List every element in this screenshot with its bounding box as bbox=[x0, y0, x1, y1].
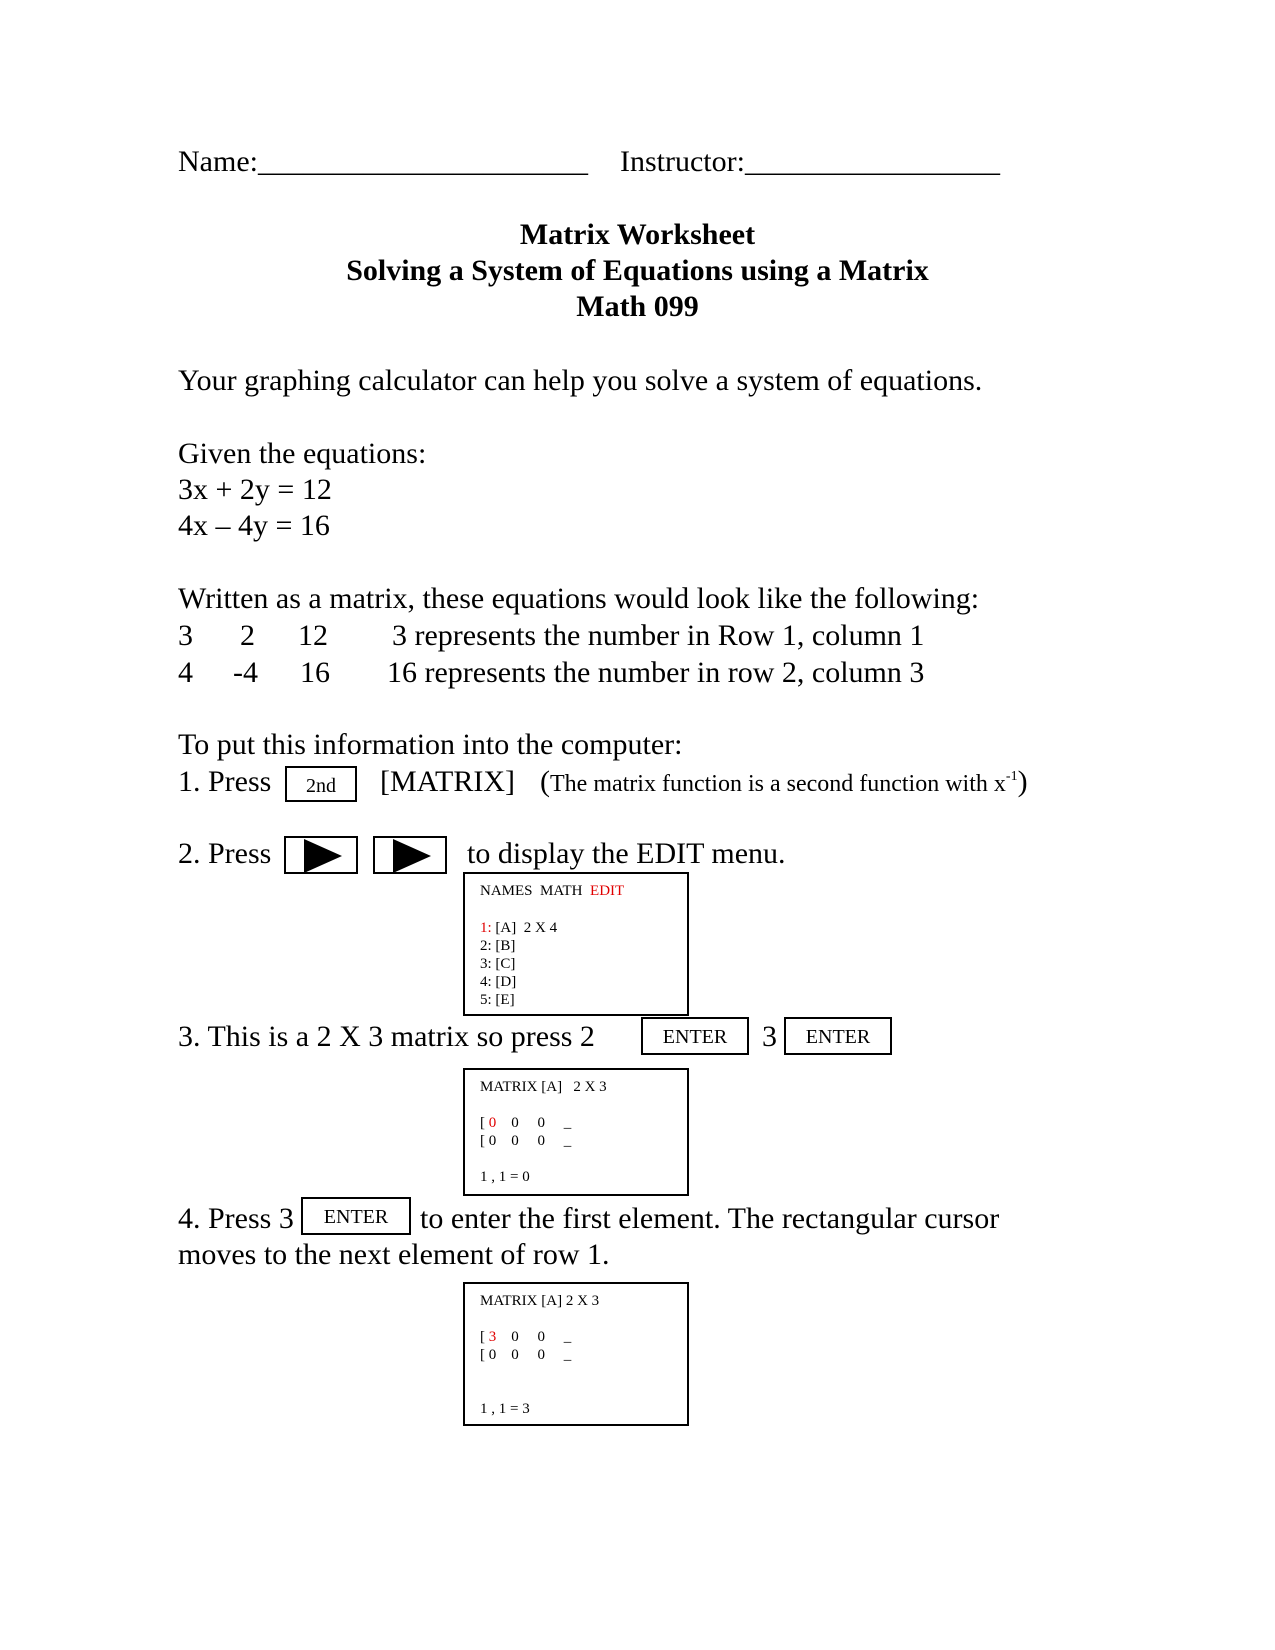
steps-intro: To put this information into the computer: bbox=[178, 728, 683, 761]
step-2-prefix: 2. Press bbox=[178, 837, 272, 870]
note-paren-open: ( bbox=[540, 765, 550, 798]
equation-2: 4x – 4y = 16 bbox=[178, 509, 330, 542]
menu-names: NAMES bbox=[480, 883, 533, 899]
cursor-element: 0 bbox=[488, 1115, 497, 1131]
matrix-screen-row-1: [ 0 0 0 _ bbox=[480, 1115, 572, 1131]
step-4-suffix: to enter the first element. The rectangular cursor bbox=[420, 1202, 1000, 1235]
instructor-field bbox=[620, 144, 1000, 180]
matrix-row-1-a: 3 bbox=[178, 619, 193, 652]
matrix-screen-row-2: [ 0 0 0 _ bbox=[480, 1347, 572, 1363]
note-text: The matrix function is a second function with x bbox=[550, 771, 1006, 797]
cursor-element: 3 bbox=[488, 1329, 497, 1345]
step-3-mid: 3 bbox=[762, 1020, 777, 1053]
instructor-blank: _________________ bbox=[744, 145, 1000, 178]
step-4-line-2: moves to the next element of row 1. bbox=[178, 1238, 610, 1271]
matrix-screen-row-1: [ 3 0 0 _ bbox=[480, 1329, 572, 1345]
screen-status: 1 , 1 = 0 bbox=[480, 1169, 530, 1185]
list-item: 5: [E] bbox=[480, 992, 515, 1008]
step-4-prefix: 4. Press 3 bbox=[178, 1202, 294, 1235]
note-paren-close: ) bbox=[1017, 765, 1028, 798]
note-superscript: -1 bbox=[1005, 769, 1018, 784]
calculator-screen-edit-menu bbox=[463, 872, 689, 1016]
intro-text: Your graphing calculator can help you solve a system of equations. bbox=[178, 364, 983, 397]
list-item: 4: [D] bbox=[480, 974, 517, 990]
step-1-note bbox=[540, 764, 1028, 802]
list-item: 2: [B] bbox=[480, 938, 516, 954]
title-line-2: Solving a System of Equations using a Matrix bbox=[346, 254, 929, 287]
calculator-screen-matrix-a-entered bbox=[463, 1282, 689, 1426]
matrix-row-1-note: 3 represents the number in Row 1, column 1 bbox=[392, 619, 925, 652]
enter-key: ENTER bbox=[641, 1017, 749, 1055]
title-line-3: Math 099 bbox=[576, 290, 699, 323]
matrix-key-label: [MATRIX] bbox=[380, 765, 515, 798]
list-item: 3: [C] bbox=[480, 956, 516, 972]
menu-edit: EDIT bbox=[590, 883, 625, 899]
title-line-1: Matrix Worksheet bbox=[519, 218, 756, 251]
right-arrow-key-icon bbox=[284, 836, 358, 874]
given-label: Given the equations: bbox=[178, 437, 427, 470]
step-3-prefix: 3. This is a 2 X 3 matrix so press 2 bbox=[178, 1020, 595, 1053]
menu-math: MATH bbox=[540, 883, 583, 899]
matrix-row-2-c: 16 bbox=[300, 656, 330, 689]
instructor-label: Instructor: bbox=[620, 145, 745, 178]
name-label: Name: bbox=[178, 145, 258, 178]
enter-key: ENTER bbox=[784, 1017, 892, 1055]
enter-key: ENTER bbox=[301, 1197, 411, 1235]
step-1-prefix: 1. Press bbox=[178, 765, 272, 798]
name-blank: ______________________ bbox=[257, 145, 588, 178]
equation-1: 3x + 2y = 12 bbox=[178, 473, 332, 506]
2nd-key: 2nd bbox=[285, 766, 357, 802]
matrix-row-2-note: 16 represents the number in row 2, column 3 bbox=[387, 656, 925, 689]
calculator-screen-matrix-a bbox=[463, 1068, 689, 1196]
matrix-row-1-c: 12 bbox=[298, 619, 328, 652]
menu-bar bbox=[480, 882, 624, 901]
screen-title: MATRIX [A] 2 X 3 bbox=[480, 1079, 607, 1095]
matrix-screen-row-2: [ 0 0 0 _ bbox=[480, 1133, 572, 1149]
right-arrow-key-icon bbox=[373, 836, 447, 874]
step-2-suffix: to display the EDIT menu. bbox=[467, 837, 786, 870]
screen-title: MATRIX [A] 2 X 3 bbox=[480, 1293, 600, 1309]
matrix-row-2-a: 4 bbox=[178, 656, 193, 689]
matrix-intro: Written as a matrix, these equations would look like the following: bbox=[178, 582, 980, 615]
screen-status: 1 , 1 = 3 bbox=[480, 1401, 530, 1417]
matrix-row-1-b: 2 bbox=[240, 619, 255, 652]
name-field bbox=[178, 144, 588, 180]
list-item: 1: [A] 2 X 4 bbox=[480, 920, 558, 936]
matrix-row-2-b: -4 bbox=[233, 656, 258, 689]
